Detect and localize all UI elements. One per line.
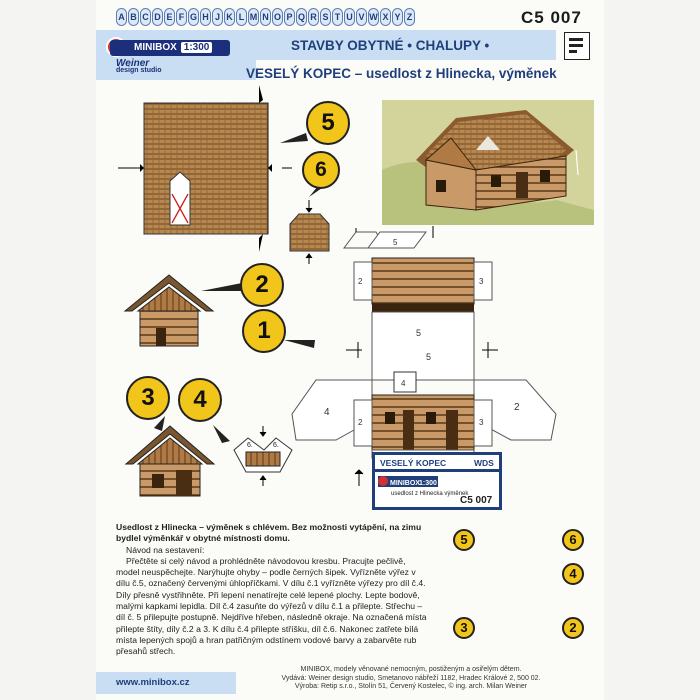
alphabet-letter: C bbox=[140, 8, 151, 26]
alphabet-letter: W bbox=[368, 8, 379, 26]
house-body-part-1 bbox=[292, 226, 556, 486]
svg-text:6.: 6. bbox=[247, 442, 253, 449]
svg-text:2: 2 bbox=[358, 277, 363, 286]
model-code: C5 007 bbox=[521, 8, 582, 27]
alphabet-letter: S bbox=[320, 8, 331, 26]
alphabet-letter: Y bbox=[392, 8, 403, 26]
pointer-2 bbox=[201, 283, 242, 291]
svg-text:4: 4 bbox=[324, 407, 330, 418]
pointer-1 bbox=[284, 340, 315, 348]
svg-text:6.: 6. bbox=[273, 442, 279, 449]
porch-part-4 bbox=[234, 426, 292, 486]
box-label-sub: usedlost z Hlinecka výměnek bbox=[391, 491, 469, 497]
alphabet-letter: G bbox=[188, 8, 199, 26]
alphabet-letter: T bbox=[332, 8, 343, 26]
box-label-name: VESELÝ KOPEC bbox=[380, 458, 447, 468]
alphabet-letter: Q bbox=[296, 8, 307, 26]
instructions-heading: Návod na sestavení: bbox=[126, 544, 205, 555]
box-label-scale: 1:300 bbox=[419, 480, 437, 487]
category-title: STAVBY OBYTNÉ • CHALUPY • bbox=[291, 38, 490, 53]
alphabet-letter: H bbox=[200, 8, 211, 26]
roof-part-6 bbox=[290, 200, 329, 264]
box-label-code: C5 007 bbox=[460, 495, 493, 506]
svg-text:3: 3 bbox=[479, 277, 484, 286]
instructions-body: Přečtěte si celý návod a prohlédněte návodovou kresbu. Pracujte pečlivě, model neuspěchejte. Narýhujte ohyby – podle černých šipek. Vyřízněte výřez v dílu č.5, označený červenými úhlopříčkami. V dílu č.1 vyřízněte výřezy pro díl č.4. Díly přesně vystřihněte. Při lepení nenatírejte celé lepené plochy. Lepte bodově, malými kapkami lepidla. Díl č.4 zasuňte do výřezů v dílu č.1 a přilepte. Střechu – díl č. 5 přilepujte postupně. Nejdříve hřeben, následně okraje. Na označená místa přilepte štíty, díly č.2 a 3. K dílu č.4 přilepte stříšku, díl č.6. Nakonec zatřete bílá místa lepených spojů a hran patřičným odstínem vodové barvy a zabarvěte rub přesahů střech. bbox=[116, 555, 427, 657]
alphabet-letter: E bbox=[164, 8, 175, 26]
roof-part-5 bbox=[118, 85, 292, 252]
model-sheet bbox=[96, 0, 604, 700]
pointer-5 bbox=[280, 133, 308, 143]
step-badge: 4 bbox=[178, 378, 222, 422]
svg-text:4: 4 bbox=[401, 379, 406, 388]
alphabet-letter: V bbox=[356, 8, 367, 26]
box-label bbox=[372, 452, 502, 510]
model-photo bbox=[382, 100, 594, 225]
diagram-badge: 6 bbox=[562, 529, 584, 551]
alphabet-letter: Z bbox=[404, 8, 415, 26]
gable-part-3 bbox=[126, 426, 214, 496]
svg-text:5: 5 bbox=[416, 328, 422, 338]
alphabet-letter: P bbox=[284, 8, 295, 26]
diagram-badge: 5 bbox=[453, 529, 475, 551]
svg-text:2: 2 bbox=[514, 402, 520, 413]
pointer-4 bbox=[213, 425, 230, 443]
alphabet-letter: L bbox=[236, 8, 247, 26]
alphabet-letter: O bbox=[272, 8, 283, 26]
minibox-logo: MINIBOX 1:300 bbox=[110, 40, 230, 56]
credits: MINIBOX, modely věnované nemocným, postiženým a osiřelým dětem. Vydává: Weiner design studio, Smetanovo nábřeží 1182, Hradec Králové 2, 500 02. Výroba: Retip s.r.o., Stolín 51, Červený Kostelec, © ing. arch. Milan Weiner bbox=[281, 666, 541, 691]
alphabet-letter: K bbox=[224, 8, 235, 26]
alphabet-letter: F bbox=[176, 8, 187, 26]
step-badge: 2 bbox=[240, 263, 284, 307]
step-badge: 1 bbox=[242, 309, 286, 353]
alphabet-letter: U bbox=[344, 8, 355, 26]
model-title: VESELÝ KOPEC – usedlost z Hlinecka, výměnek bbox=[246, 66, 557, 81]
instructions bbox=[116, 522, 428, 658]
cut-sheet-drawing bbox=[96, 0, 604, 520]
diagram-badge: 2 bbox=[562, 617, 584, 639]
diagram-badge: 3 bbox=[453, 617, 475, 639]
box-label-logo: MINIBOX bbox=[390, 480, 420, 487]
alphabet-letter: A bbox=[116, 8, 127, 26]
svg-text:2: 2 bbox=[358, 418, 363, 427]
step-badge: 3 bbox=[126, 376, 170, 420]
alphabet-letter: X bbox=[380, 8, 391, 26]
alphabet-letter: R bbox=[308, 8, 319, 26]
step-badge: 5 bbox=[306, 101, 350, 145]
svg-text:3: 3 bbox=[479, 418, 484, 427]
diagram-badge: 4 bbox=[562, 563, 584, 585]
svg-text:5: 5 bbox=[426, 352, 432, 362]
step-badge: 6 bbox=[302, 151, 340, 189]
alphabet-letter: M bbox=[248, 8, 259, 26]
alphabet-letter: N bbox=[260, 8, 271, 26]
alphabet-letter: B bbox=[128, 8, 139, 26]
alphabet-letter: J bbox=[212, 8, 223, 26]
svg-text:5: 5 bbox=[393, 238, 398, 247]
intro-text: Usedlost z Hlinecka – výměnek s chlévem. Bez možnosti vytápění, na zimu bydlel výměnkář v obytné místnosti domu. bbox=[116, 522, 422, 544]
box-label-wds: WDS bbox=[474, 458, 494, 468]
studio-logo: Weiner design studio bbox=[116, 58, 162, 74]
alphabet-letter: D bbox=[152, 8, 163, 26]
gable-part-2 bbox=[125, 275, 213, 346]
website-link[interactable]: www.minibox.cz bbox=[96, 672, 236, 694]
